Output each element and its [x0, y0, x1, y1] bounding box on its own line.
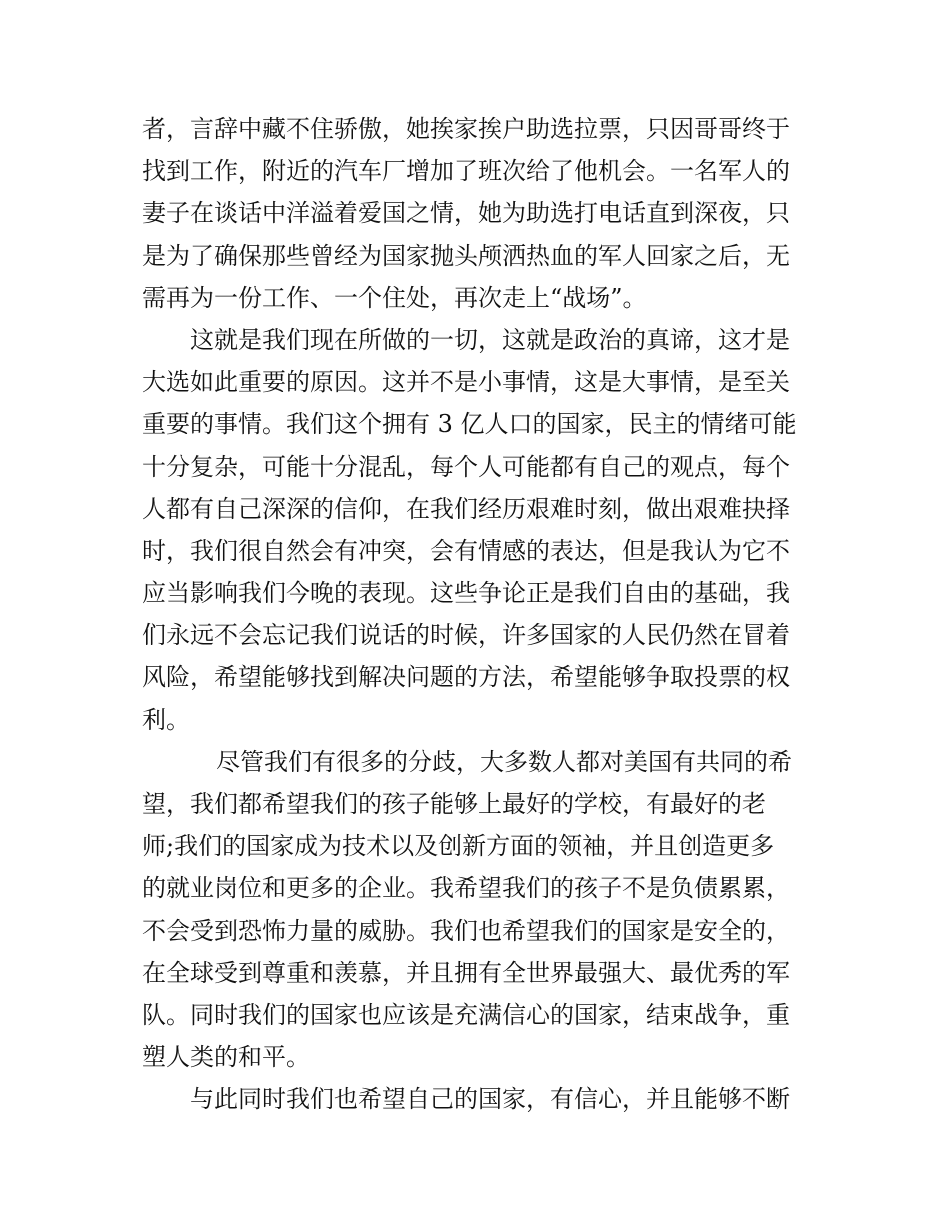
text-line: 找到工作，附近的汽车厂增加了班次给了他机会。一名军人的 — [142, 157, 790, 186]
paragraph-first-line: 这就是我们现在所做的一切，这就是政治的真谛，这才是 — [190, 325, 790, 354]
paragraph-first-line: 尽管我们有很多的分歧，大多数人都对美国有共同的希 — [216, 747, 792, 776]
text-line: 者，言辞中藏不住骄傲，她挨家挨户助选拉票，只因哥哥终于 — [142, 115, 790, 143]
text-line: 的就业岗位和更多的企业。我希望我们的孩子不是负债累累， — [142, 874, 790, 903]
text-line: 风险，希望能够找到解决问题的方法，希望能够争取投票的权 — [142, 663, 790, 692]
text-line: 在全球受到尊重和羡慕，并且拥有全世界最强大、最优秀的军 — [142, 958, 790, 987]
text-line: 师;我们的国家成为技术以及创新方面的领袖，并且创造更多 — [142, 832, 775, 861]
text-line: 十分复杂，可能十分混乱，每个人可能都有自己的观点，每个 — [142, 452, 790, 481]
text-line: 大选如此重要的原因。这并不是小事情，这是大事情，是至关 — [142, 368, 790, 397]
text-line: 望，我们都希望我们的孩子能够上最好的学校，有最好的老 — [142, 790, 766, 818]
paragraph-first-line: 与此同时我们也希望自己的国家，有信心，并且能够不断 — [190, 1085, 790, 1114]
text-line: 是为了确保那些曾经为国家抛头颅洒热血的军人回家之后，无 — [142, 241, 790, 270]
text-line: 队。同时我们的国家也应该是充满信心的国家，结束战争，重 — [142, 1000, 790, 1029]
document-body — [142, 108, 812, 1121]
text-line: 利。 — [142, 705, 190, 734]
text-line: 们永远不会忘记我们说话的时候，许多国家的人民仍然在冒着 — [142, 621, 790, 650]
text-line: 不会受到恐怖力量的威胁。我们也希望我们的国家是安全的， — [142, 916, 790, 945]
text-line: 塑人类的和平。 — [142, 1043, 310, 1072]
text-line: 妻子在谈话中洋溢着爱国之情，她为助选打电话直到深夜，只 — [142, 199, 790, 228]
text-line: 人都有自己深深的信仰，在我们经历艰难时刻，做出艰难抉择 — [142, 494, 790, 523]
text-line: 时，我们很自然会有冲突，会有情感的表达，但是我认为它不 — [142, 536, 790, 565]
text-line: 应当影响我们今晚的表现。这些争论正是我们自由的基础，我 — [142, 579, 790, 608]
text-line: 重要的事情。我们这个拥有 3 亿人口的国家，民主的情绪可能 — [142, 410, 797, 439]
text-line: 需再为一份工作、一个住处，再次走上“战场”。 — [142, 283, 647, 312]
